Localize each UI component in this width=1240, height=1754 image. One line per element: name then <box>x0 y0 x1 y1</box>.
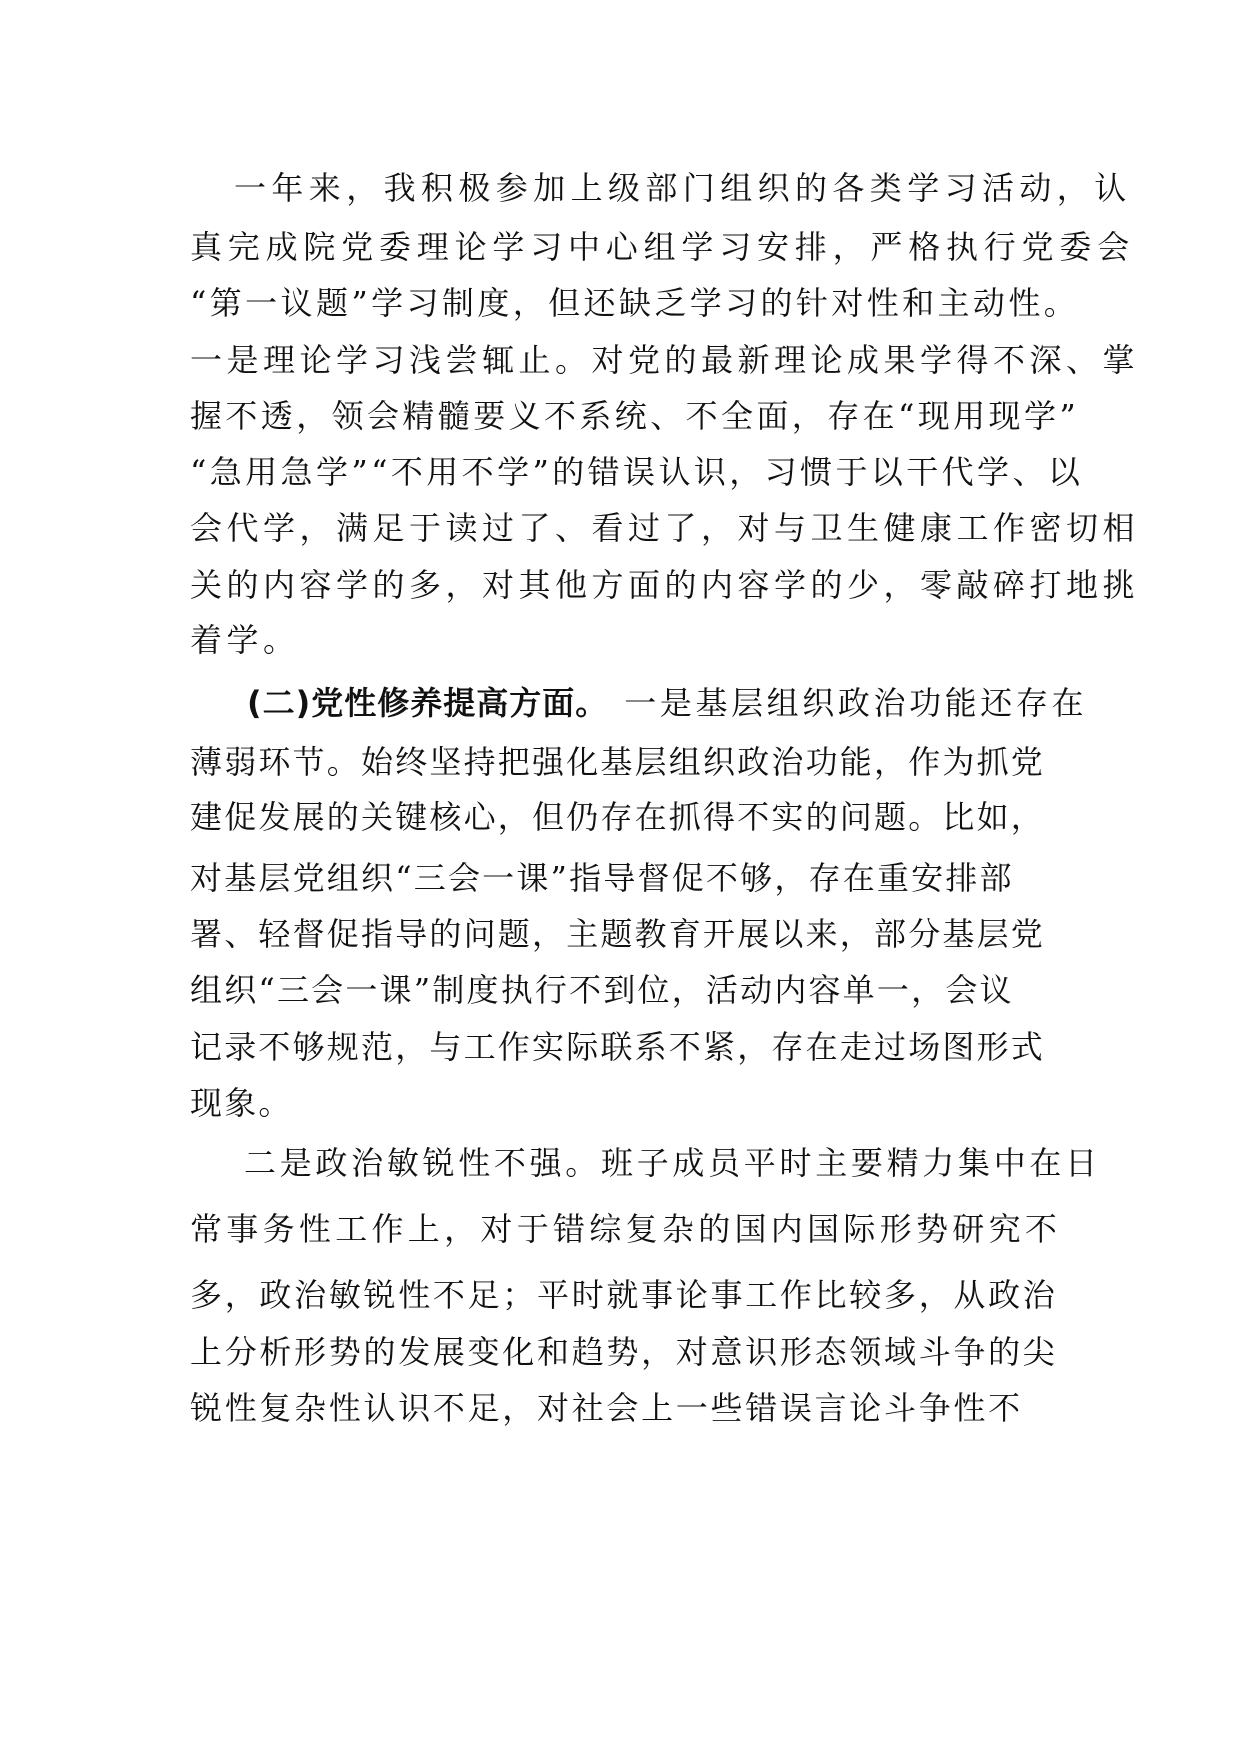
text-line: 关的内容学的多，对其他方面的内容学的少，零敲碎打地挑 <box>190 566 1140 604</box>
section-heading-line <box>247 683 1087 723</box>
text-line: 一是理论学习浅尝辄止。对党的最新理论成果学得不深、掌 <box>190 341 1140 379</box>
text-line: 记录不够规范，与工作实际联系不紧，存在走过场图形式 <box>190 1028 1046 1066</box>
text-line: 多，政治敏锐性不足；平时就事论事工作比较多，从政治 <box>190 1276 1058 1314</box>
text-line: 现象。 <box>190 1084 293 1122</box>
text-span: 一是基层组织政治功能还存在 <box>624 684 1088 722</box>
text-line: 建促发展的关键核心，但仍存在抓得不实的问题。比如， <box>190 798 1046 836</box>
text-line: 着学。 <box>190 621 300 659</box>
text-line: 真完成院党委理论学习中心组学习安排，严格执行党委会 <box>190 228 1136 266</box>
text-line: “急用急学”“不用不学”的错误认识，习惯于以干代学、以 <box>190 453 1084 491</box>
text-line: 会代学，满足于读过了、看过了，对与卫生健康工作密切相 <box>190 509 1140 547</box>
text-line: 一年来，我积极参加上级部门组织的各类学习活动，认 <box>234 169 1132 207</box>
text-line: 二是政治敏锐性不强。班子成员平时主要精力集中在日 <box>244 1144 1101 1182</box>
text-line: 对基层党组织“三会一课”指导督促不够，存在重安排部 <box>190 859 1014 897</box>
text-line: 常事务性工作上，对于错综复杂的国内国际形势研究不 <box>190 1210 1062 1248</box>
text-line: 组织“三会一课”制度执行不到位，活动内容单一，会议 <box>190 971 1014 1009</box>
text-line: 上分析形势的发展变化和趋势，对意识形态领域斗争的尖 <box>190 1333 1058 1371</box>
text-line: 握不透，领会精髓要义不系统、不全面，存在“现用现学” <box>190 397 1080 435</box>
section-heading: (二)党性修养提高方面。 <box>247 684 609 722</box>
text-line: 署、轻督促指导的问题，主题教育开展以来，部分基层党 <box>190 915 1046 953</box>
text-line: 锐性复杂性认识不足，对社会上一些错误言论斗争性不 <box>190 1389 1023 1427</box>
text-line: “第一议题”学习制度，但还缺乏学习的针对性和主动性。 <box>190 284 1080 322</box>
text-line: 薄弱环节。始终坚持把强化基层组织政治功能，作为抓党 <box>190 743 1046 781</box>
